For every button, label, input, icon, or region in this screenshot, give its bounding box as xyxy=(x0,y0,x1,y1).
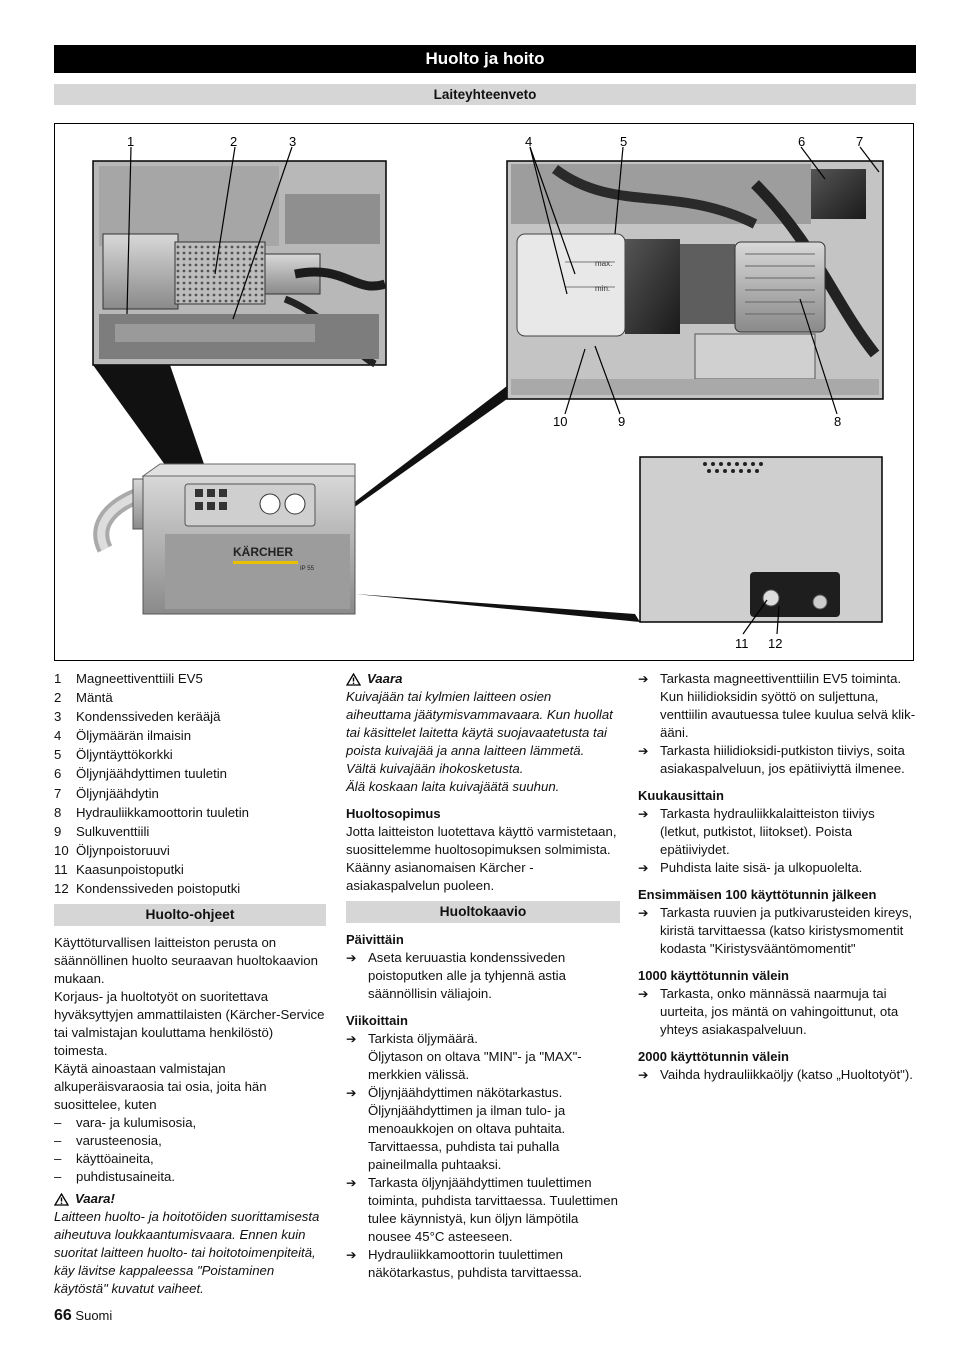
brand-logo-text: KÄRCHER xyxy=(233,545,293,559)
section-heading-overview: Laiteyhteenveto xyxy=(54,84,916,105)
list-item: ➔ Puhdista laite sisä- ja ulkopuolelta. xyxy=(638,860,863,875)
callout-2: 2 xyxy=(230,134,238,149)
subheading-2000-hours: 2000 käyttötunnin välein xyxy=(638,1049,789,1064)
callout-6: 6 xyxy=(798,134,806,149)
subheading-service-contract: Huoltosopimus xyxy=(346,806,441,821)
callout-4: 4 xyxy=(525,134,533,149)
list-item: ➔ Tarkasta hiilidioksidi-putkiston tiiviys, soita asiakaspalveluun, jos epätiiviyttä ilmenee. xyxy=(638,743,905,776)
callout-1: 1 xyxy=(127,134,135,149)
warning-text: Vältä kuivajään ihokosketusta. xyxy=(346,761,524,776)
arrow-right-icon: ➔ xyxy=(638,744,649,758)
photo-left-piston-area xyxy=(93,147,386,365)
parts-list-item: 11 Kaasunpoistoputki xyxy=(54,861,184,877)
parts-list-item: 7 Öljynjäähdytin xyxy=(54,785,159,801)
list-item: – vara- ja kulumisosia, xyxy=(54,1115,197,1131)
list-item: ➔ Aseta keruuastia kondenssiveden poistoputken alle ja tyhjennä astia säännöllisin väliajoin. xyxy=(346,950,566,1001)
device-overview-figure xyxy=(54,123,914,661)
parts-list-item: 9 Sulkuventtiili xyxy=(54,823,150,839)
parts-list-item: 6 Öljynjäähdyttimen tuuletin xyxy=(54,766,228,782)
list-item: ➔ Tarkasta, onko männässä naarmuja tai uurteita, jos mäntä on vahingoittunut, ota yhteys asiakaspalveluun. xyxy=(638,986,899,1037)
column-1 xyxy=(54,670,326,1298)
warning-triangle-icon xyxy=(54,1193,69,1206)
warning-text: Laitteen huolto- ja hoitotöiden suorittamisesta aiheutuva loukkaantumisvaara. Ennen kuin suoritat laitteen huolto- tai hoitotoimenpiteitä, käy lävitse kappaleessa "Poistaminen käytöstä" kuvatut vaiheet. xyxy=(54,1209,320,1297)
machine-illustration xyxy=(101,464,355,614)
warning-text: Älä koskaan laita kuivajäätä suuhun. xyxy=(346,779,560,794)
photo-bottom-right-outlets xyxy=(640,457,882,634)
arrow-right-icon: ➔ xyxy=(346,1248,357,1262)
callout-12: 12 xyxy=(768,636,783,651)
warning-heading: Vaara! xyxy=(54,1190,326,1208)
arrow-right-icon: ➔ xyxy=(638,906,649,920)
arrow-right-icon: ➔ xyxy=(638,987,649,1001)
section-heading-maintenance-instructions: Huolto-ohjeet xyxy=(54,904,326,926)
arrow-right-icon: ➔ xyxy=(638,807,649,821)
warning-heading: Vaara xyxy=(346,670,620,688)
device-illustration xyxy=(55,124,915,662)
page-title: Huolto ja hoito xyxy=(54,45,916,73)
parts-list-item: 1 Magneettiventtiili EV5 xyxy=(54,671,203,686)
subheading-weekly: Viikoittain xyxy=(346,1013,408,1028)
callout-7: 7 xyxy=(856,134,864,149)
paragraph: Käyttöturvallisen laitteiston perusta on säännöllinen huolto seuraavan huoltokaavion mukaan. xyxy=(54,935,318,987)
callout-9: 9 xyxy=(618,414,626,429)
arrow-right-icon: ➔ xyxy=(638,861,649,875)
parts-list-item: 4 Öljymäärän ilmaisin xyxy=(54,728,192,744)
callout-10: 10 xyxy=(553,414,568,429)
arrow-right-icon: ➔ xyxy=(638,1068,649,1082)
list-item: ➔ Tarkasta hydrauliikkalaitteiston tiiviys (letkut, putkistot, liitokset). Poista epätiiviydet. xyxy=(638,806,875,857)
paragraph: Käytä ainoastaan valmistajan alkuperäisvaraosia tai osia, joita hän suosittelee, kuten xyxy=(54,1061,267,1113)
parts-list-item: 3 Kondenssiveden kerääjä xyxy=(54,709,221,725)
subheading-daily: Päivittäin xyxy=(346,932,404,947)
subheading-first-100-hours: Ensimmäisen 100 käyttötunnin jälkeen xyxy=(638,887,877,902)
subheading-monthly: Kuukausittain xyxy=(638,788,724,803)
callout-11: 11 xyxy=(735,636,749,651)
column-3 xyxy=(638,670,916,1084)
gauge-max-label: max. xyxy=(595,259,613,268)
page-number: 66 xyxy=(54,1307,72,1324)
list-item: ➔ Vaihda hydrauliikkaöljy (katso „Huoltotyöt"). xyxy=(638,1067,913,1082)
parts-list-item: 5 Öljyntäyttökorkki xyxy=(54,747,173,763)
list-item: ➔ Tarkasta öljynjäähdyttimen tuulettimen toiminta, puhdista tarvittaessa. Tuulettimen tulee käynnistyä, kun öljyn lämpötila nousee 45°C asteeseen. xyxy=(346,1175,618,1244)
warning-triangle-icon xyxy=(346,673,361,686)
paragraph: Jotta laitteiston luotettava käyttö varmistetaan, suosittelemme huoltosopimuksen solmimista. Käänny asianomaisen Kärcher - asiakaspalvelun puoleen. xyxy=(346,824,617,893)
list-item: ➔ Öljynjäähdyttimen näkötarkastus. Öljynjäähdyttimen ja ilman tulo- ja menoaukkojen on oltava puhtaita. Tarvittaessa, puhdista tai puhalla paineilmalla puhtaaksi. xyxy=(346,1085,566,1172)
callout-5: 5 xyxy=(620,134,628,149)
zoom-wedge-bottom xyxy=(355,594,640,622)
list-item: – varusteenosia, xyxy=(54,1133,162,1149)
subheading-1000-hours: 1000 käyttötunnin välein xyxy=(638,968,789,983)
list-item: ➔ Hydrauliikkamoottorin tuulettimen näkötarkastus, puhdista tarvittaessa. xyxy=(346,1247,583,1280)
arrow-right-icon: ➔ xyxy=(346,951,357,965)
parts-list-item: 8 Hydrauliikkamoottorin tuuletin xyxy=(54,804,249,820)
parts-list xyxy=(54,670,326,898)
arrow-right-icon: ➔ xyxy=(638,672,649,686)
column-2 xyxy=(346,670,620,1282)
list-item: – käyttöaineita, xyxy=(54,1151,154,1167)
parts-list-item: 2 Mäntä xyxy=(54,690,113,706)
parts-list-item: 12 Kondenssiveden poistoputki xyxy=(54,881,241,897)
paragraph: Korjaus- ja huoltotyöt on suoritettava hyväksyttyjen ammattilaisten (Kärcher-Service tai valmistajan kouluttama henkilöstö) toimesta. xyxy=(54,989,325,1059)
callout-8: 8 xyxy=(834,414,842,429)
parts-list-item: 10 Öljynpoistoruuvi xyxy=(54,842,170,858)
spare-parts-list xyxy=(54,1114,326,1186)
arrow-right-icon: ➔ xyxy=(346,1176,357,1190)
photo-right-hydraulics xyxy=(507,147,883,414)
warning-text: Kuivajään tai kylmien laitteen osien aiheuttama jäätymisvammavaara. Kun huollat tai käsittelet laitetta käytä suojavaatetusta tai poista kuivajää ja anna laitteen lämmetä. xyxy=(346,689,613,758)
arrow-right-icon: ➔ xyxy=(346,1032,357,1046)
list-item: ➔ Tarkista öljymäärä. Öljytason on oltava "MIN"- ja "MAX"-merkkien välissä. xyxy=(346,1031,582,1082)
page-footer xyxy=(54,1307,112,1325)
arrow-right-icon: ➔ xyxy=(346,1086,357,1100)
section-heading-maintenance-schedule: Huoltokaavio xyxy=(346,901,620,923)
list-item: ➔ Tarkasta magneettiventtiilin EV5 toiminta. Kun hiilidioksidin syöttö on suljettuna, venttiilin avautuessa tulee kuulua selvä klik-ääni. xyxy=(638,671,916,740)
language-label: Suomi xyxy=(75,1308,113,1323)
list-item: – puhdistusaineita. xyxy=(54,1169,175,1185)
gauge-min-label: min. xyxy=(595,284,611,293)
list-item: ➔ Tarkasta ruuvien ja putkivarusteiden kireys, kiristä tarvittaessa (katso kiristysmomentit kodasta "Kiristysvääntömomentit" xyxy=(638,905,913,956)
callout-3: 3 xyxy=(289,134,297,149)
model-label: IP 55 xyxy=(300,566,314,572)
